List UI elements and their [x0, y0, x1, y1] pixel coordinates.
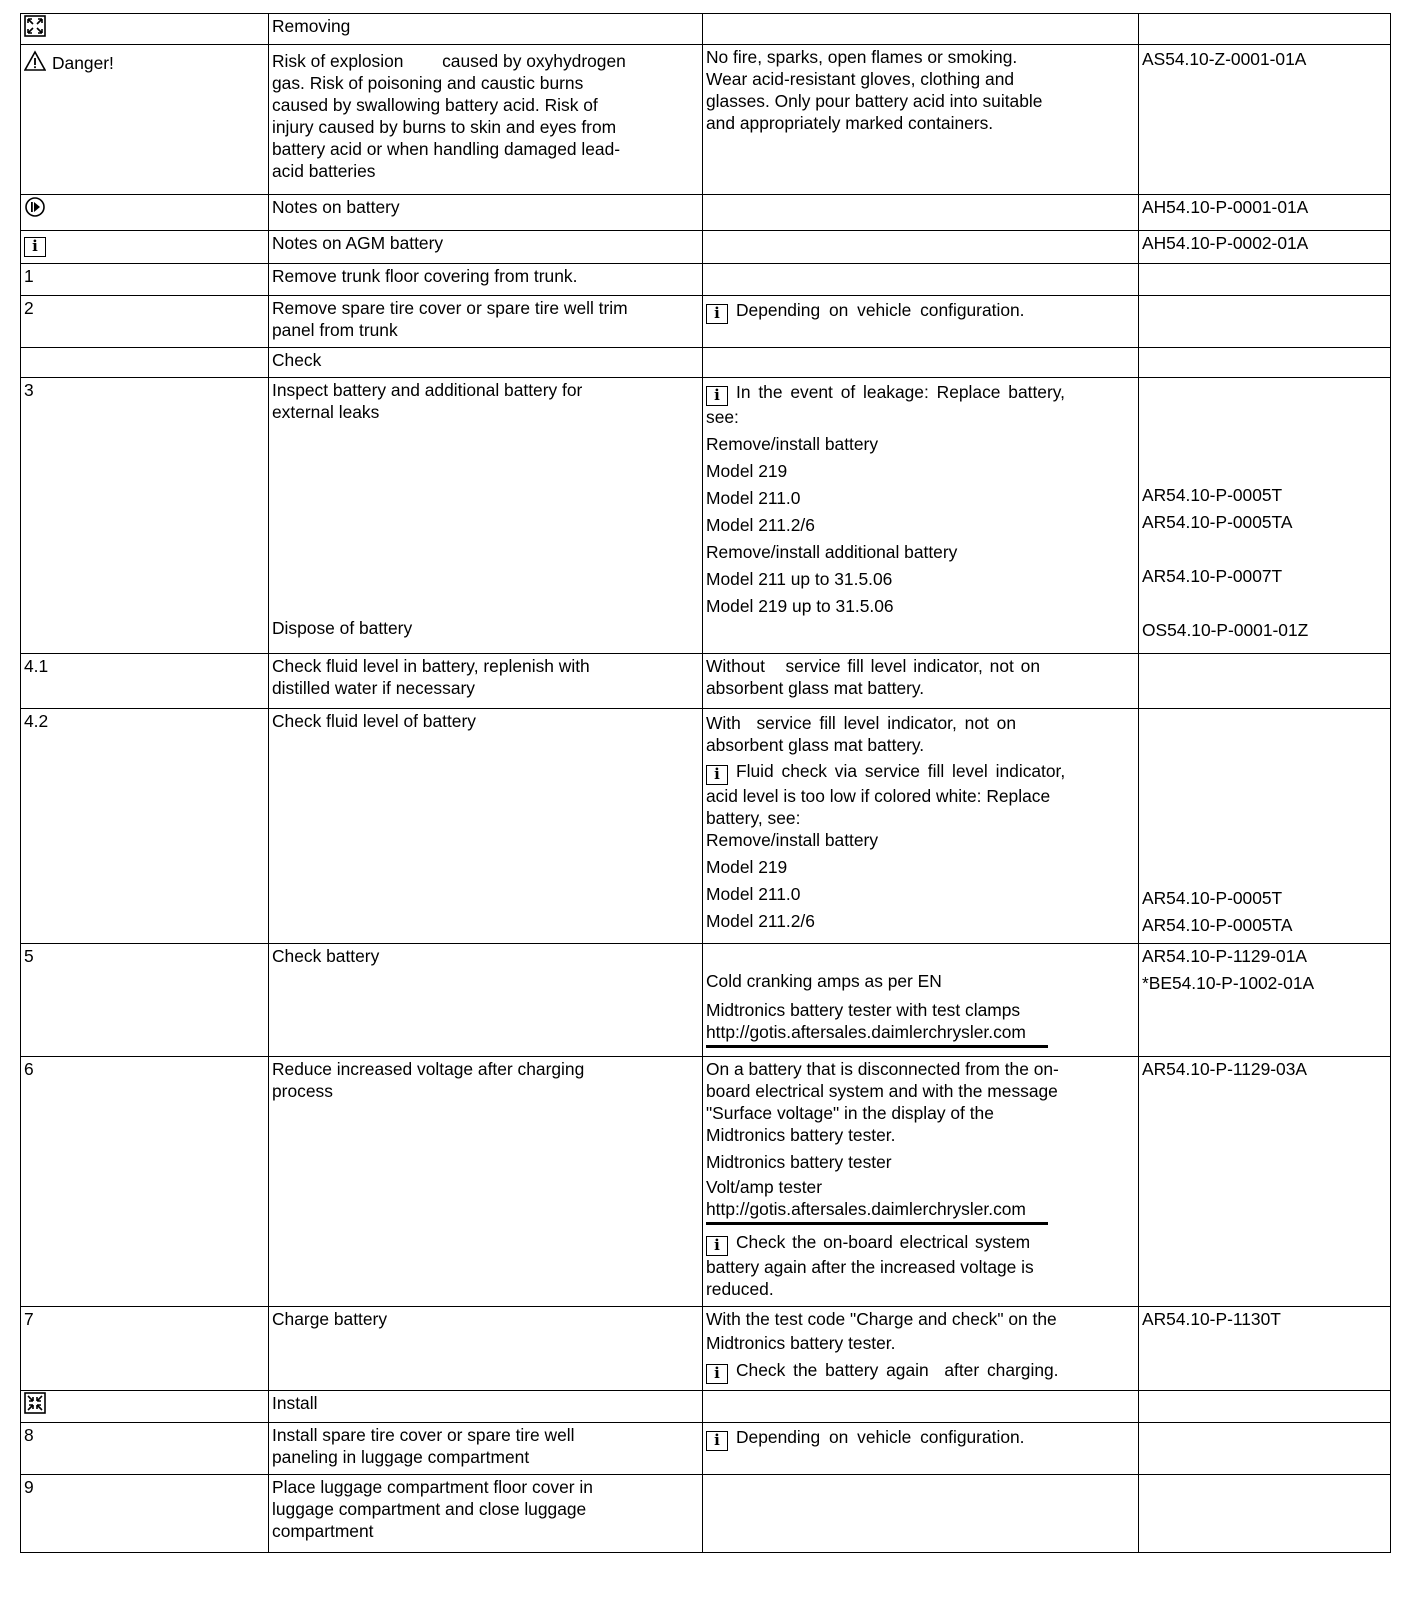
safety-measures: No fire, sparks, open flames or smoking. Wear acid-resistant gloves, clothing and glasses. Only pour battery acid into suitable and appropriately marked containers. — [703, 45, 1139, 195]
step-condition: Without service fill level indicator, not on absorbent glass mat battery. — [703, 654, 1139, 709]
doc-reference[interactable]: OS54.10-P-0001-01Z — [1142, 620, 1309, 640]
table-row — [21, 654, 1391, 709]
doc-reference-list — [1139, 944, 1391, 1057]
table-row — [21, 14, 1391, 45]
table-row — [21, 1307, 1391, 1391]
step-number: 4.2 — [21, 709, 269, 944]
info-icon: i — [706, 304, 728, 324]
doc-reference[interactable]: AR54.10-P-0005T — [1142, 888, 1283, 908]
step-condition: With the test code "Charge and check" on the Midtronics battery tester. i Check the battery again after charging. — [703, 1307, 1139, 1391]
step-text: Charge battery — [269, 1307, 703, 1391]
step-text: Check fluid level of battery — [269, 709, 703, 944]
step-note: i Depending on vehicle configuration. — [703, 1423, 1139, 1475]
step-cell — [21, 14, 269, 45]
doc-reference[interactable]: AR54.10-P-1129-01A — [1142, 946, 1307, 966]
table-row — [21, 944, 1391, 1057]
step-text: Reduce increased voltage after charging process — [269, 1057, 703, 1307]
table-row — [21, 296, 1391, 348]
table-row — [21, 1423, 1391, 1475]
step-number: 3 — [21, 378, 269, 654]
info-icon: i — [706, 765, 728, 785]
danger-label: Danger! — [52, 53, 114, 73]
doc-reference[interactable]: AR54.10-P-0005TA — [1142, 915, 1293, 935]
gotis-link[interactable]: http://gotis.aftersales.daimlerchrysler.com — [706, 1021, 1048, 1048]
info-icon: i — [24, 237, 46, 257]
table-row — [21, 378, 1391, 654]
step-text: Remove spare tire cover or spare tire well trim panel from trunk — [269, 296, 703, 348]
step-number: 9 — [21, 1475, 269, 1553]
table-row — [21, 45, 1391, 195]
table-row — [21, 1391, 1391, 1423]
step-number: 4.1 — [21, 654, 269, 709]
step-text: Check battery — [269, 944, 703, 1057]
step-number: 2 — [21, 296, 269, 348]
dispose-text: Dispose of battery — [272, 618, 413, 638]
install-arrows-icon — [24, 1392, 46, 1414]
warning-triangle-icon — [24, 50, 46, 72]
table-row — [21, 231, 1391, 264]
step-number: 1 — [21, 264, 269, 296]
doc-reference-list — [1139, 709, 1391, 944]
doc-reference[interactable]: AH54.10-P-0001-01A — [1139, 195, 1391, 231]
step-text: Place luggage compartment floor cover in luggage compartment and close luggage compartment — [269, 1475, 703, 1553]
info-icon: i — [706, 1236, 728, 1256]
notes-battery: Notes on battery — [269, 195, 703, 231]
procedure-table — [20, 13, 1391, 1553]
step-text: Install spare tire cover or spare tire well paneling in luggage compartment — [269, 1423, 703, 1475]
doc-reference[interactable]: AR54.10-P-0005TA — [1142, 512, 1293, 532]
step-text: Check fluid level in battery, replenish with distilled water if necessary — [269, 654, 703, 709]
section-label: Install — [269, 1391, 703, 1423]
procedure-page — [20, 13, 1390, 1553]
table-row — [21, 1475, 1391, 1553]
step-condition: With service fill level indicator, not on absorbent glass mat battery. i Fluid check via service fill level indicator, acid level is too low if colored white: Replace battery, see: Remove/install battery Model 219 Model 211.0 Model 211.2/6 — [703, 709, 1139, 944]
table-row — [21, 1057, 1391, 1307]
info-icon: i — [706, 1431, 728, 1451]
info-icon: i — [706, 386, 728, 406]
doc-reference[interactable]: *BE54.10-P-1002-01A — [1142, 973, 1315, 993]
table-row — [21, 264, 1391, 296]
table-row — [21, 348, 1391, 378]
doc-reference[interactable]: AH54.10-P-0002-01A — [1139, 231, 1391, 264]
doc-reference-list — [1139, 378, 1391, 654]
doc-reference[interactable]: AR54.10-P-1130T — [1139, 1307, 1391, 1391]
step-condition: On a battery that is disconnected from the on- board electrical system and with the message "Surface voltage" in the display of the Midtronics battery tester. Midtronics battery tester Volt/amp tester http://gotis.aftersales.daimlerchrysler.com i Check the on-board electrical system battery again after the increased voltage is reduced. — [703, 1057, 1139, 1307]
doc-reference[interactable]: AR54.10-P-1129-03A — [1139, 1057, 1391, 1307]
risk-text: Risk of explosion caused by oxyhydrogen gas. Risk of poisoning and caustic burns caused by swallowing battery acid. Risk of injury caused by burns to skin and eyes from battery acid or when handling damaged lead- acid batteries — [269, 45, 703, 195]
step-number: 8 — [21, 1423, 269, 1475]
gotis-link[interactable]: http://gotis.aftersales.daimlerchrysler.com — [706, 1198, 1048, 1225]
step-tools: Cold cranking amps as per EN Midtronics battery tester with test clamps http://gotis.aftersales.daimlerchrysler.com — [703, 944, 1139, 1057]
step-note: i Depending on vehicle configuration. — [703, 296, 1139, 348]
doc-reference[interactable]: AS54.10-Z-0001-01A — [1139, 45, 1391, 195]
step-text: Inspect battery and additional battery for external leaks Dispose of battery — [269, 378, 703, 654]
section-label: Removing — [269, 14, 703, 45]
notes-agm-battery: Notes on AGM battery — [269, 231, 703, 264]
step-number: 6 — [21, 1057, 269, 1307]
doc-reference[interactable]: AR54.10-P-0005T — [1142, 485, 1283, 505]
notes-circle-icon — [24, 196, 46, 218]
step-note: i In the event of leakage: Replace battery, see: Remove/install battery Model 219 Model 211.0 Model 211.2/6 Remove/install additional battery Model 211 up to 31.5.06 Model 219 up to 31.5.06 — [703, 378, 1139, 654]
section-label: Check — [269, 348, 703, 378]
table-row — [21, 709, 1391, 944]
table-row — [21, 195, 1391, 231]
info-icon: i — [706, 1364, 728, 1384]
doc-reference[interactable]: AR54.10-P-0007T — [1142, 566, 1283, 586]
step-text: Remove trunk floor covering from trunk. — [269, 264, 703, 296]
remove-arrows-icon — [24, 15, 46, 37]
step-number: 7 — [21, 1307, 269, 1391]
step-number: 5 — [21, 944, 269, 1057]
danger-cell — [21, 45, 269, 195]
